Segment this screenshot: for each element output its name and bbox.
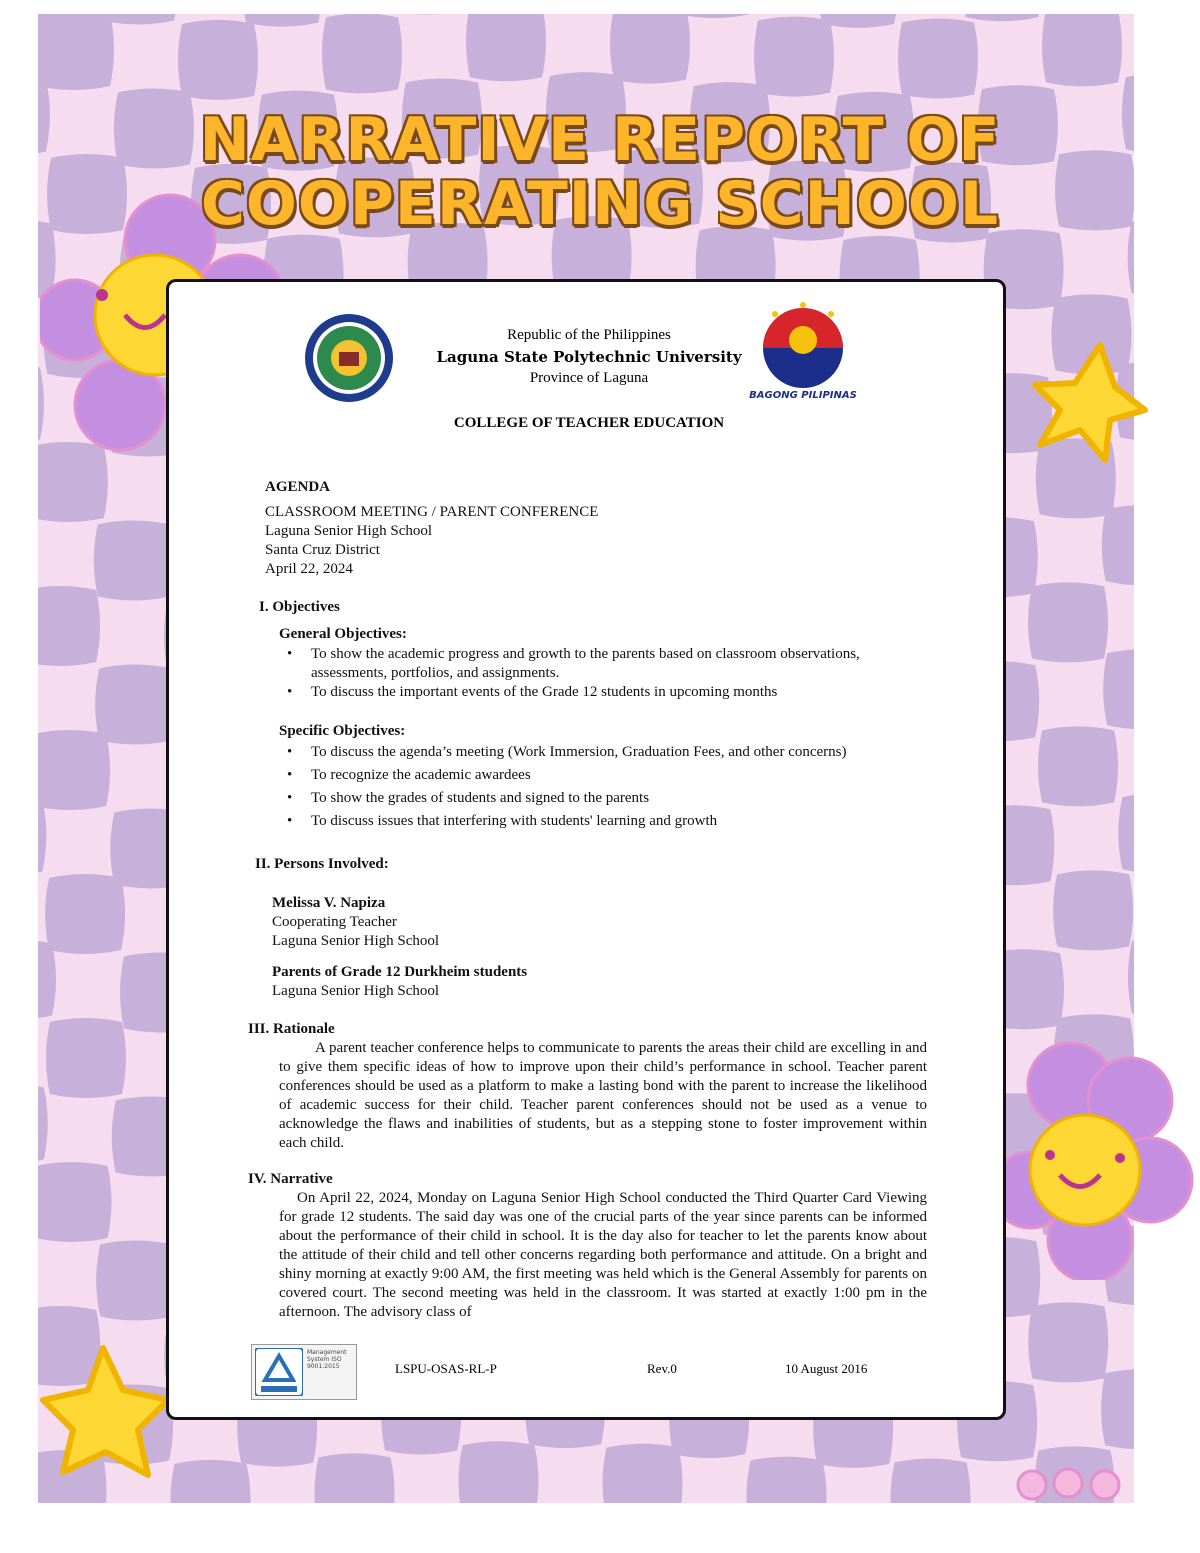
checker-square bbox=[466, 14, 546, 81]
checker-square bbox=[898, 19, 978, 99]
checker-square bbox=[38, 940, 56, 1020]
narrative-heading: IV. Narrative bbox=[248, 1171, 333, 1187]
specific-objectives-list bbox=[279, 743, 939, 831]
person-school: Laguna Senior High School bbox=[272, 933, 440, 949]
checker-square bbox=[38, 1084, 48, 1164]
list-item: • To discuss the important events of the Grade 12 students in upcoming months bbox=[279, 683, 929, 702]
list-item: • To discuss the agenda’s meeting (Work Immersion, Graduation Fees, and other concerns) bbox=[279, 743, 939, 762]
document-code: LSPU-OSAS-RL-P bbox=[395, 1361, 497, 1376]
checker-square bbox=[1042, 14, 1122, 86]
agenda-line: CLASSROOM MEETING / PARENT CONFERENCE bbox=[265, 504, 599, 520]
checker-square bbox=[754, 17, 834, 97]
tuv-logo-icon bbox=[255, 1348, 303, 1396]
person-group-school: Laguna Senior High School bbox=[272, 983, 440, 999]
list-item: • To discuss issues that interfering with students' learning and growth bbox=[279, 812, 939, 831]
objectives-heading: I. Objectives bbox=[259, 599, 340, 615]
checker-square bbox=[1053, 870, 1133, 950]
person-group: Parents of Grade 12 Durkheim students bbox=[272, 964, 528, 980]
checker-square bbox=[602, 1444, 682, 1503]
checker-square bbox=[746, 1457, 826, 1503]
general-objectives-heading: General Objectives: bbox=[279, 626, 407, 642]
agenda-line: April 22, 2024 bbox=[265, 561, 353, 577]
republic-line: Republic of the Philippines bbox=[507, 327, 671, 343]
college-name: COLLEGE OF TEACHER EDUCATION bbox=[453, 415, 725, 431]
star-right bbox=[1015, 335, 1150, 475]
iso-certification-badge bbox=[251, 1344, 357, 1400]
agenda-line: Laguna Senior High School bbox=[265, 523, 433, 539]
checker-square bbox=[890, 1459, 970, 1503]
checker-square bbox=[38, 14, 114, 90]
person-role: Cooperating Teacher bbox=[272, 914, 397, 930]
checker-square bbox=[38, 1162, 112, 1242]
agenda-heading: AGENDA bbox=[265, 479, 331, 495]
checker-square bbox=[46, 1018, 126, 1098]
checker-square bbox=[1038, 726, 1118, 806]
checker-square bbox=[178, 20, 258, 100]
checker-square bbox=[95, 664, 175, 744]
page-title-line-1: NARRATIVE REPORT OF bbox=[199, 105, 1001, 175]
checker-square bbox=[314, 1453, 394, 1503]
checker-square bbox=[45, 874, 125, 954]
list-item: • To show the academic progress and growth to the parents based on classroom observations, assessments, portfolios, and assignments. bbox=[279, 645, 929, 683]
agenda-line: Santa Cruz District bbox=[265, 542, 380, 558]
checker-square bbox=[1103, 649, 1134, 729]
checker-square bbox=[94, 520, 174, 600]
checker-square bbox=[962, 14, 1042, 21]
checker-square bbox=[38, 730, 110, 810]
list-item: • To recognize the academic awardees bbox=[279, 766, 939, 785]
checker-square bbox=[1102, 505, 1134, 585]
document-paper bbox=[166, 279, 1006, 1420]
footer-date: 10 August 2016 bbox=[785, 1361, 868, 1376]
persons-heading: II. Persons Involved: bbox=[255, 856, 389, 872]
checker-square bbox=[322, 14, 402, 93]
iso-badge-text: Management System ISO 9001:2015 bbox=[307, 1349, 347, 1370]
university-name: Laguna State Polytechnic University bbox=[436, 348, 742, 366]
list-item: • To show the grades of students and signed to the parents bbox=[279, 789, 939, 808]
checker-square bbox=[96, 1240, 176, 1320]
checker-square bbox=[1101, 1369, 1134, 1449]
general-objectives-list bbox=[279, 645, 929, 702]
bagong-pilipinas-text: BAGONG PILIPINAS bbox=[749, 390, 857, 401]
cloud-puffs bbox=[1010, 1465, 1135, 1505]
rationale-paragraph: A parent teacher conference helps to communicate to parents the areas their child are excelling in and to give them specific ideas of how to improve upon their child’s performance in school. Teacher parent conferences should be used as a platform to make a lasting bond with the parent to increase the likelihood of academic success for their child. Teacher parent conferences should not be used as a venue to acknowledge the flaws and inabilities of students, but as a stepping stone to foster improvement within each child. bbox=[279, 1040, 927, 1151]
rationale-heading: III. Rationale bbox=[248, 1021, 335, 1037]
checker-square bbox=[1118, 793, 1134, 873]
checker-square bbox=[38, 586, 100, 666]
province-line: Province of Laguna bbox=[529, 370, 649, 386]
flower-smiley-right bbox=[1000, 1040, 1200, 1280]
page-title-line-2: COOPERATING SCHOOL bbox=[200, 169, 1000, 239]
checker-square bbox=[1028, 1302, 1108, 1382]
specific-objectives-heading: Specific Objectives: bbox=[279, 723, 406, 739]
revision: Rev.0 bbox=[647, 1361, 677, 1376]
person-name: Melissa V. Napiza bbox=[272, 895, 386, 911]
checker-square bbox=[610, 14, 690, 84]
checker-square bbox=[1128, 937, 1134, 1017]
narrative-paragraph: On April 22, 2024, Monday on Laguna Senior High School conducted the Third Quarter Card Viewing for grade 12 students. The said day was one of the crucial parts of the year since parents can be informed about the performance of their child in school. It is the day also for teacher to let the parents know about the attitude of their child and tell other concerns regarding both performance and attitude. On a bright and shiny morning at exactly 9:00 AM, the first meeting was held which is the General Assembly for parents on covered court. The second meeting was held in the classroom. It was started at exactly 1:00 pm in the afternoon. The advisory class of bbox=[279, 1190, 927, 1320]
checker-square bbox=[458, 1441, 538, 1503]
checker-square bbox=[1028, 582, 1108, 662]
